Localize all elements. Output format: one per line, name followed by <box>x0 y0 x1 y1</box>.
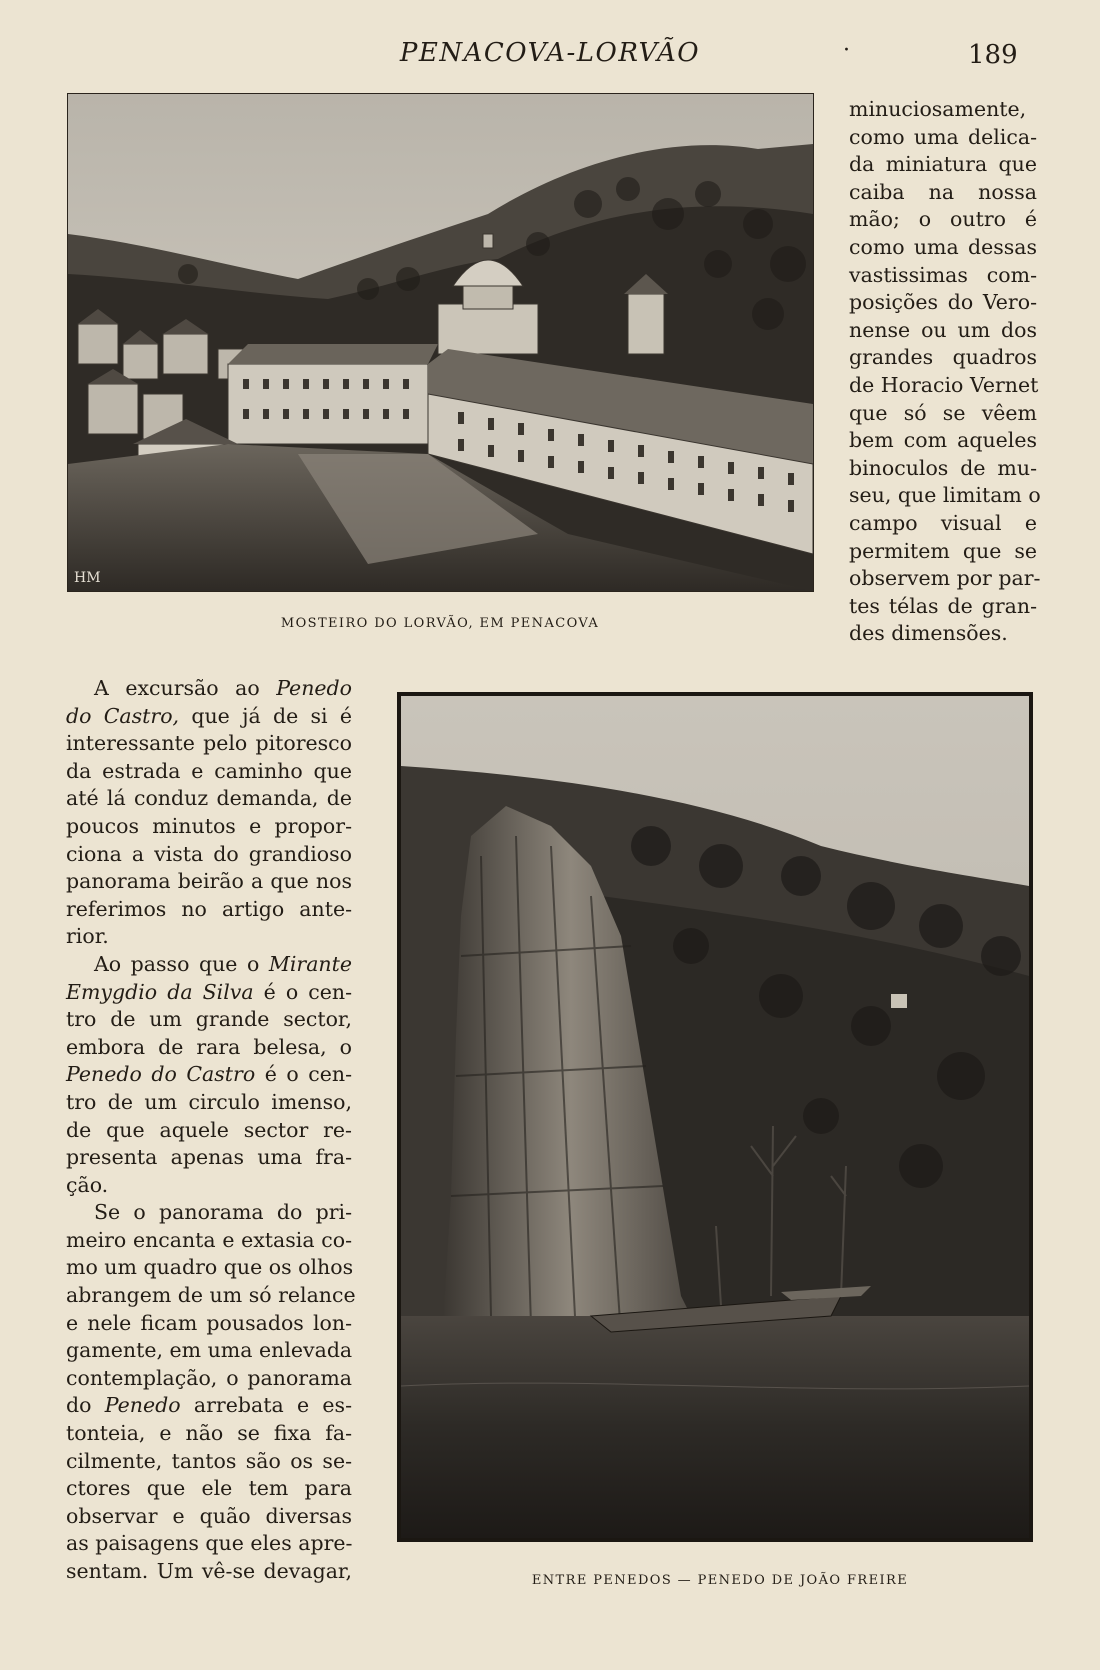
text-line: observar e quão diversas <box>66 1503 352 1528</box>
text-line: sentam. Um vê-se devagar, <box>66 1559 352 1583</box>
text-line: tro de um grande sector, <box>66 1007 352 1032</box>
text-line: des dimensões. <box>849 621 1008 646</box>
text-line: nense ou um dos <box>849 317 1037 342</box>
text-line: ctores que ele tem para <box>66 1476 352 1501</box>
place-name: do Castro, <box>66 703 180 728</box>
text-line: A excursão ao Penedo <box>94 676 352 700</box>
text-line: até lá conduz demanda, de <box>66 786 352 811</box>
text-line: que só se vêem <box>849 400 1037 425</box>
text-line: contemplação, o panorama <box>66 1365 352 1390</box>
text-line: observem por par- <box>849 566 1041 591</box>
text-line: tes télas de gran- <box>849 593 1037 618</box>
text-line: mão; o outro é <box>849 207 1037 232</box>
photo-monastery <box>67 93 814 592</box>
text-line: referimos no artigo ante- <box>66 896 352 921</box>
text-line: Penedo do Castro é o cen- <box>66 1062 353 1087</box>
text-line: interessante pelo pitoresco <box>66 731 352 756</box>
text-line: campo visual e <box>849 510 1037 535</box>
text-line: ciona a vista do grandioso <box>66 841 352 866</box>
text-line: mo um quadro que os olhos <box>66 1255 354 1280</box>
place-name: Penedo do Castro <box>66 1062 256 1087</box>
text-line: abrangem de um só relance <box>66 1283 356 1308</box>
text-line: embora de rara belesa, o <box>66 1034 352 1059</box>
text-line: como uma delica- <box>849 124 1037 149</box>
text-line: Emygdio da Silva é o cen- <box>66 979 353 1004</box>
text-line: bem com aqueles <box>849 428 1037 453</box>
text-line: binoculos de mu- <box>849 455 1037 480</box>
text-line: gamente, em uma enlevada <box>66 1338 353 1363</box>
header-dot: · <box>843 38 850 63</box>
running-header-title: PENACOVA-LORVÃO <box>399 38 701 68</box>
right-text-column <box>849 96 1041 648</box>
place-name: Penedo <box>104 1393 181 1418</box>
text-line: do Castro, que já de si é <box>66 703 352 728</box>
text-line: tro de um circulo imenso, <box>66 1089 352 1114</box>
text-line: seu, que limitam o <box>849 483 1041 508</box>
left-text-column <box>66 675 356 1586</box>
photo-penedo <box>397 692 1033 1542</box>
text-line: cilmente, tantos são os se- <box>66 1448 352 1473</box>
photo-monogram: HM <box>74 570 101 586</box>
text-line: e nele ficam pousados lon- <box>66 1310 352 1335</box>
text-line: meiro encanta e extasia co- <box>66 1227 352 1252</box>
caption-penedo: ENTRE PENEDOS — PENEDO DE JOÃO FREIRE <box>531 1573 909 1588</box>
text-line: minuciosamente, <box>849 97 1027 121</box>
text-line: ção. <box>66 1172 109 1197</box>
caption-monastery: MOSTEIRO DO LORVÃO, EM PENACOVA <box>280 616 600 631</box>
text-line: da miniatura que <box>849 152 1037 177</box>
place-name: Mirante <box>268 951 352 976</box>
text-line: tonteia, e não se fixa fa- <box>66 1421 352 1446</box>
text-line: Se o panorama do pri- <box>94 1200 352 1225</box>
page-number: 189 <box>968 40 1018 70</box>
text-line: poucos minutos e propor- <box>66 813 352 838</box>
text-line: como uma dessas <box>849 234 1037 259</box>
text-line: grandes quadros <box>849 345 1037 370</box>
text-line: vastissimas com- <box>849 262 1037 287</box>
text-line: permitem que se <box>849 538 1037 563</box>
text-line: caiba na nossa <box>849 179 1037 204</box>
monastery-illustration <box>68 94 813 591</box>
text-line: posições do Vero- <box>849 290 1037 315</box>
place-name: Penedo <box>276 676 352 700</box>
text-line: do Penedo arrebata e es- <box>66 1393 352 1418</box>
text-line: panorama beirão a que nos <box>66 869 352 894</box>
text-line: da estrada e caminho que <box>66 758 352 783</box>
text-line: de Horacio Vernet <box>849 372 1039 397</box>
text-line: presenta apenas uma fra- <box>66 1145 352 1170</box>
text-line: rior. <box>66 924 109 949</box>
text-line: as paisagens que eles apre- <box>66 1531 353 1556</box>
place-name: Emygdio da Silva <box>66 979 254 1004</box>
text-line: de que aquele sector re- <box>66 1117 352 1142</box>
penedo-illustration <box>401 696 1029 1538</box>
text-line: Ao passo que o Mirante <box>94 951 352 976</box>
